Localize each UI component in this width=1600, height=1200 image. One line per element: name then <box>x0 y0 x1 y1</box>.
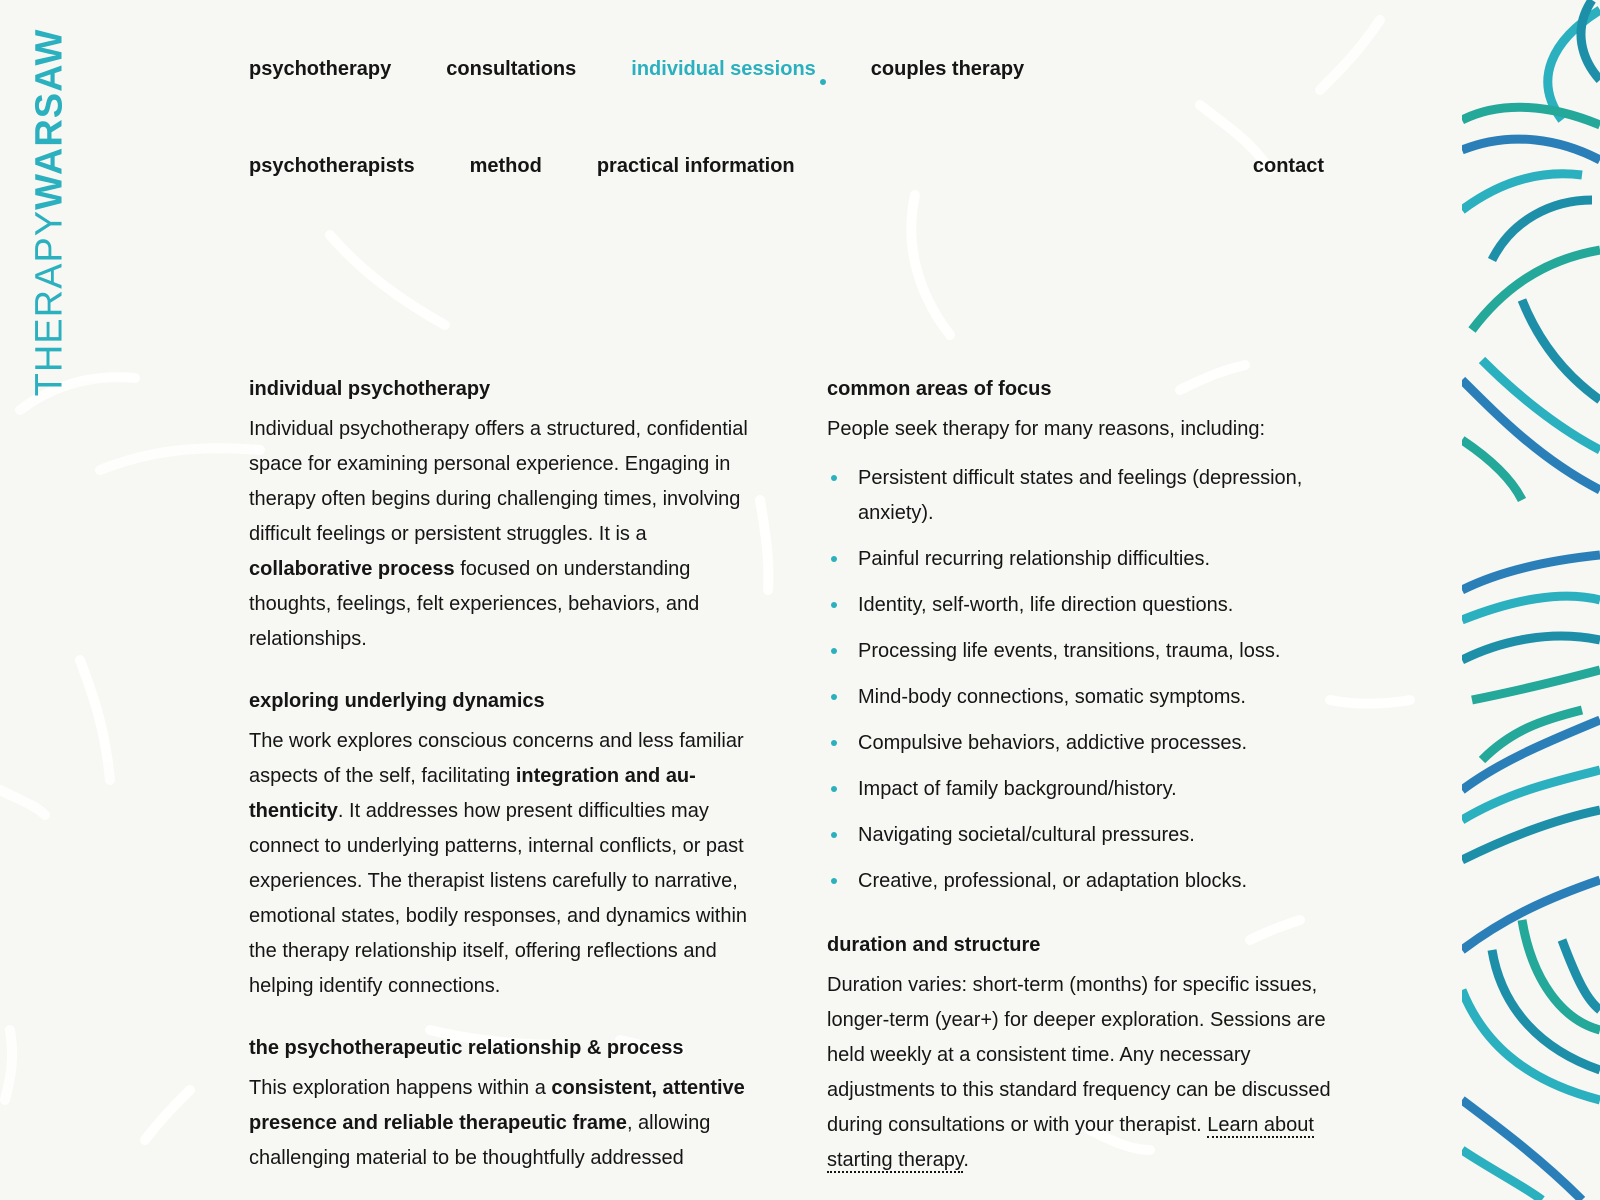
swirl-decoration <box>1462 0 1600 1200</box>
focus-list <box>827 461 1333 899</box>
list-item: Painful recurring relationship difficulties. <box>827 542 1333 577</box>
section-title-duration-structure: duration and structure <box>827 934 1041 956</box>
active-indicator-dot <box>820 79 826 85</box>
right-column <box>827 375 1333 1200</box>
section-title-areas-of-focus: common areas of focus <box>827 378 1052 400</box>
nav-individual-sessions-label: individual sessions <box>631 58 816 80</box>
nav-couples-therapy[interactable]: couples therapy <box>870 58 1025 80</box>
main-nav <box>249 58 1324 188</box>
left-column <box>249 375 759 1200</box>
logo[interactable] <box>28 28 71 396</box>
nav-contact[interactable]: contact <box>1252 155 1324 177</box>
bullet-icon <box>831 832 837 838</box>
list-item: Creative, professional, or adaptation blocks. <box>827 864 1333 899</box>
learn-starting-therapy-link[interactable]: Learn about starting therapy <box>827 1114 1314 1171</box>
bullet-icon <box>831 648 837 654</box>
list-item: Processing life events, transitions, trauma, loss. <box>827 634 1333 669</box>
list-item: Compulsive behaviors, addictive processes. <box>827 726 1333 761</box>
list-item: Impact of family background/history. <box>827 772 1333 807</box>
section-title-underlying-dynamics: exploring underlying dynamics <box>249 690 545 712</box>
logo-light-text: THERAPY <box>28 209 71 396</box>
list-item: Persistent difficult states and feelings (depression, anxiety). <box>827 461 1333 531</box>
nav-psychotherapy[interactable]: psychotherapy <box>249 58 392 80</box>
bullet-icon <box>831 475 837 481</box>
paragraph-individual-psychotherapy: Individual psychotherapy offers a structured, confidential space for examining personal experience. Engaging in therapy often begins during challenging times, involving difficult feelings or persistent struggles. It is a collaborative process focused on understanding thoughts, feelings, felt experiences, behaviors, and relationships. <box>249 418 748 650</box>
nav-consultations[interactable]: consultations <box>446 58 577 80</box>
list-item: Identity, self-worth, life direction questions. <box>827 588 1333 623</box>
paragraph-underlying-dynamics: The work explores conscious concerns and less familiar aspects of the self, facilitating integration and authenticity. It addresses how present difficulties may connect to underlying patterns, internal conflicts, or past experiences. The therapist listens carefully to narrative, emotional states, bodily responses, and dynamics within the therapy relationship itself, offering reflections and helping identify connections. <box>249 730 748 997</box>
bullet-icon <box>831 694 837 700</box>
nav-individual-sessions[interactable] <box>631 58 816 81</box>
areas-intro: People seek therapy for many reasons, including: <box>827 418 1266 440</box>
paragraph-relationship-process: This exploration happens within a consistent, attentive presence and reliable therapeutic frame, allowing challenging material to be thoughtfully addressed <box>249 1077 745 1169</box>
bullet-icon <box>831 602 837 608</box>
list-item: Navigating societal/cultural pressures. <box>827 818 1333 853</box>
section-title-individual-psychotherapy: individual psychotherapy <box>249 378 491 400</box>
nav-method[interactable]: method <box>469 155 542 177</box>
bullet-icon <box>831 878 837 884</box>
nav-psychotherapists[interactable]: psychotherapists <box>249 155 415 177</box>
nav-practical-information[interactable]: practical information <box>596 155 795 177</box>
bullet-icon <box>831 740 837 746</box>
list-item: Mind-body connections, somatic symptoms. <box>827 680 1333 715</box>
logo-bold-text: WARSAW <box>28 28 71 210</box>
section-title-relationship-process: the psychotherapeutic relationship & process <box>249 1037 684 1059</box>
bullet-icon <box>831 556 837 562</box>
paragraph-duration-structure: Duration varies: short-term (months) for specific issues, longer-term (year+) for deeper exploration. Sessions are held weekly at a consistent time. Any necessary adjustments to this standard frequency can be discussed during consultations or with your therapist. Learn about starting therapy. <box>827 974 1331 1171</box>
bullet-icon <box>831 786 837 792</box>
